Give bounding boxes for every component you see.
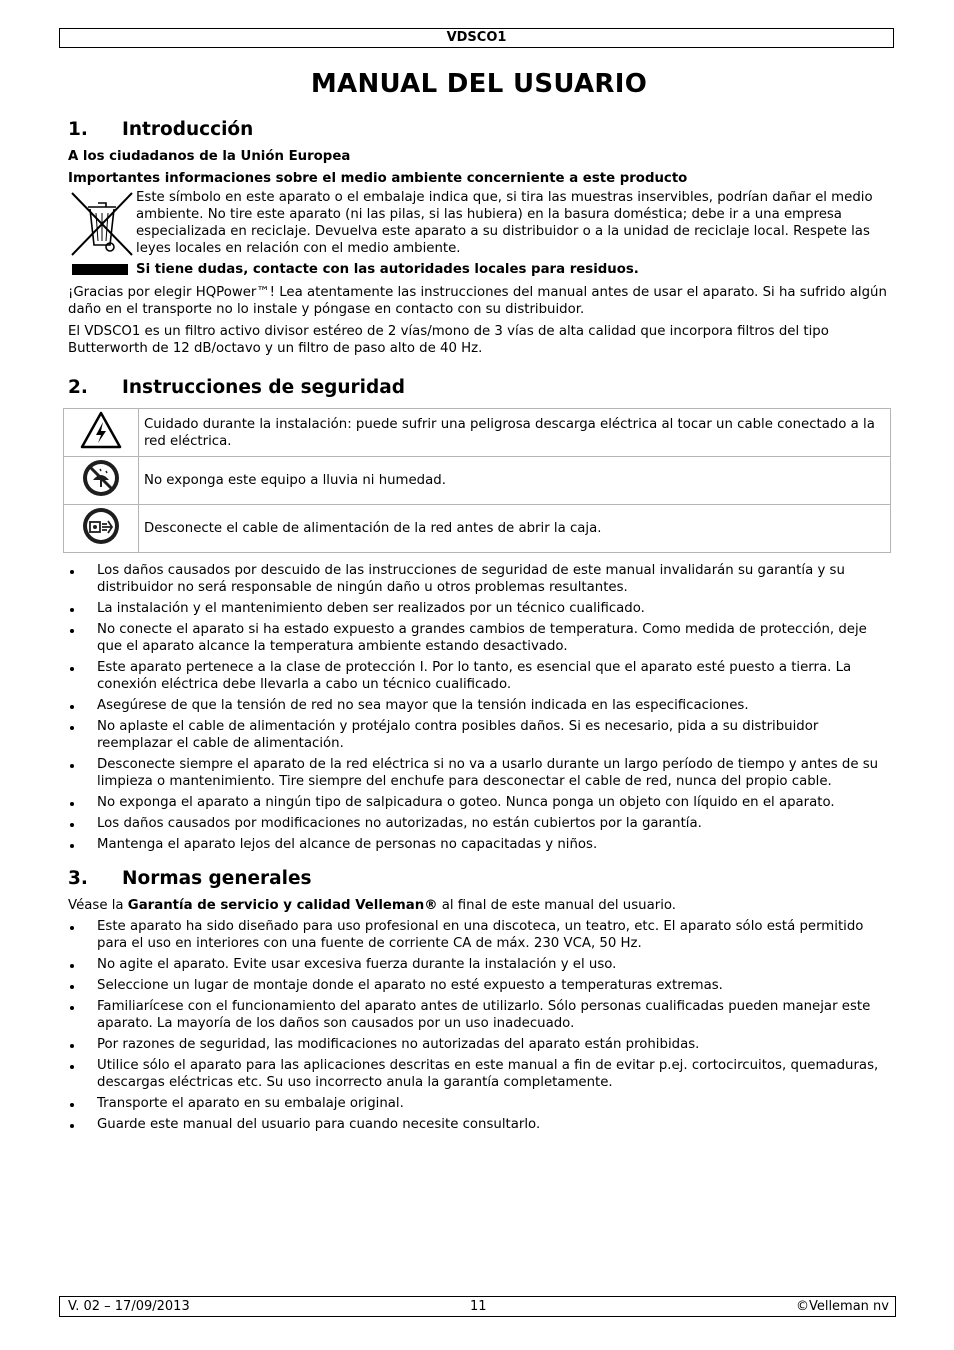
warranty-reference [68,897,890,914]
safety-text: No exponga este equipo a lluvia ni humedad. [139,457,891,505]
list-item: No conecte el aparato si ha estado expuesto a grandes cambios de temperatura. Como medida de protección, deje que el aparato alcance la temperatura ambiente estando desactivado. [68,621,890,655]
section-title: Normas generales [122,868,312,889]
safety-table [63,408,891,553]
safety-text: Cuidado durante la instalación: puede sufrir una peligrosa descarga eléctrica al tocar un cable conectado a la red eléctrica. [139,409,891,457]
weee-contact-row [68,261,890,278]
crossed-out-wheelie-bin-icon [68,189,136,257]
page-footer [59,1296,896,1317]
unplug-before-opening-icon [81,506,121,546]
section-number: 2. [68,377,88,398]
section-title: Introducción [122,119,254,140]
list-item: Este aparato pertenece a la clase de protección I. Por lo tanto, es esencial que el aparato esté puesto a tierra. La conexión eléctrica debe llevarla a cabo un técnico cualificado. [68,659,890,693]
footer-copyright: ©Velleman nv [795,1299,889,1314]
page-content [68,66,890,1137]
warranty-suffix: al final de este manual del usuario. [437,898,677,913]
list-item: Este aparato ha sido diseñado para uso profesional en una discoteca, un teatro, etc. El aparato sólo está permitido para el uso en interiores con una fuente de corriente CA de máx. 230 VCA, 50 Hz. [68,918,890,952]
eu-heading: A los ciudadanos de la Unión Europea [68,149,351,164]
section-heading-safety [68,376,890,400]
list-item: Asegúrese de que la tensión de red no sea mayor que la tensión indicada en las especificaciones. [68,697,890,714]
footer-page-number: 11 [470,1299,487,1314]
safety-row [64,409,891,457]
list-item: Por razones de seguridad, las modificaciones no autorizadas del aparato están prohibidas. [68,1036,890,1053]
safety-text: Desconecte el cable de alimentación de la red antes de abrir la caja. [139,505,891,553]
header-model: VDSCO1 [446,30,507,45]
safety-icon-cell [64,409,139,457]
section-heading-intro [68,118,890,142]
page-title: MANUAL DEL USUARIO [310,69,648,99]
weee-black-bar [72,264,128,275]
safety-icon-cell [64,457,139,505]
section-number: 1. [68,119,88,140]
safety-row [64,505,891,553]
list-item: La instalación y el mantenimiento deben ser realizados por un técnico cualificado. [68,600,890,617]
thanks-paragraph: ¡Gracias por elegir HQPower™! Lea atentamente las instrucciones del manual antes de usar el aparato. Si ha sufrido algún daño en el transporte no lo instale y póngase en contacto con su distribuidor. [68,285,887,317]
list-item: Los daños causados por descuido de las instrucciones de seguridad de este manual invalidarán su garantía y su distribuidor no será responsable de ningún daño u otros problemas resultantes. [68,562,890,596]
list-item: Seleccione un lugar de montaje donde el aparato no esté expuesto a temperaturas extremas. [68,977,890,994]
section-title: Instrucciones de seguridad [122,377,405,398]
list-item: Transporte el aparato en su embalaje original. [68,1095,890,1112]
list-item: Los daños causados por modificaciones no autorizadas, no están cubiertos por la garantía. [68,815,890,832]
weee-block [68,189,890,257]
page-header [59,28,894,48]
safety-row [64,457,891,505]
safety-icon-cell [64,505,139,553]
section-number: 3. [68,868,88,889]
list-item: Guarde este manual del usuario para cuando necesite consultarlo. [68,1116,890,1133]
footer-version: V. 02 – 17/09/2013 [68,1299,190,1314]
list-item: Desconecte siempre el aparato de la red eléctrica si no va a usarlo durante un largo período de tiempo y antes de su limpieza o mantenimiento. Tire siempre del enchufe para desconectar el cable de red, nunca del propio cable. [68,756,890,790]
weee-contact: Si tiene dudas, contacte con las autoridades locales para residuos. [136,262,639,277]
warranty-link-text: Garantía de servicio y calidad Velleman® [127,898,438,913]
section-heading-general [68,867,890,891]
list-item: Familiarícese con el funcionamiento del aparato antes de utilizarlo. Sólo personas cualificadas pueden manejar este aparato. La mayoría de los daños son causados por un uso inadecuado. [68,998,890,1032]
list-item: Utilice sólo el aparato para las aplicaciones descritas en este manual a fin de evitar p.ej. cortocircuitos, quemaduras, descargas eléctricas etc. Su uso incorrecto anula la garantía completamente. [68,1057,890,1091]
electric-shock-warning-icon [79,410,123,450]
no-rain-moisture-icon [81,458,121,498]
weee-text: Este símbolo en este aparato o el embalaje indica que, si tira las muestras inservibles, podrían dañar el medio ambiente. No tire este aparato (ni las pilas, si las hubiera) en la basura doméstica; debe ir a una empresa especializada en reciclaje. Devuelva este aparato a su distribuidor o a la unidad de reciclaje local. Respete las leyes locales en relación con el medio ambiente. [136,190,873,256]
list-item: No exponga el aparato a ningún tipo de salpicadura o goteo. Nunca ponga un objeto con líquido en el aparato. [68,794,890,811]
list-item: Mantenga el aparato lejos del alcance de personas no capacitadas y niños. [68,836,890,853]
list-item: No aplaste el cable de alimentación y protéjalo contra posibles daños. Si es necesario, pida a su distribuidor reemplazar el cable de alimentación. [68,718,890,752]
env-heading: Importantes informaciones sobre el medio ambiente concerniente a este producto [68,171,688,186]
general-bullet-list [68,918,890,1133]
description-paragraph: El VDSCO1 es un filtro activo divisor estéreo de 2 vías/mono de 3 vías de alta calidad que incorpora filtros del tipo Butterworth de 12 dB/octavo y un filtro de paso alto de 40 Hz. [68,324,829,356]
warranty-prefix: Véase la [68,898,128,913]
safety-bullet-list [68,562,890,853]
list-item: No agite el aparato. Evite usar excesiva fuerza durante la instalación y el uso. [68,956,890,973]
